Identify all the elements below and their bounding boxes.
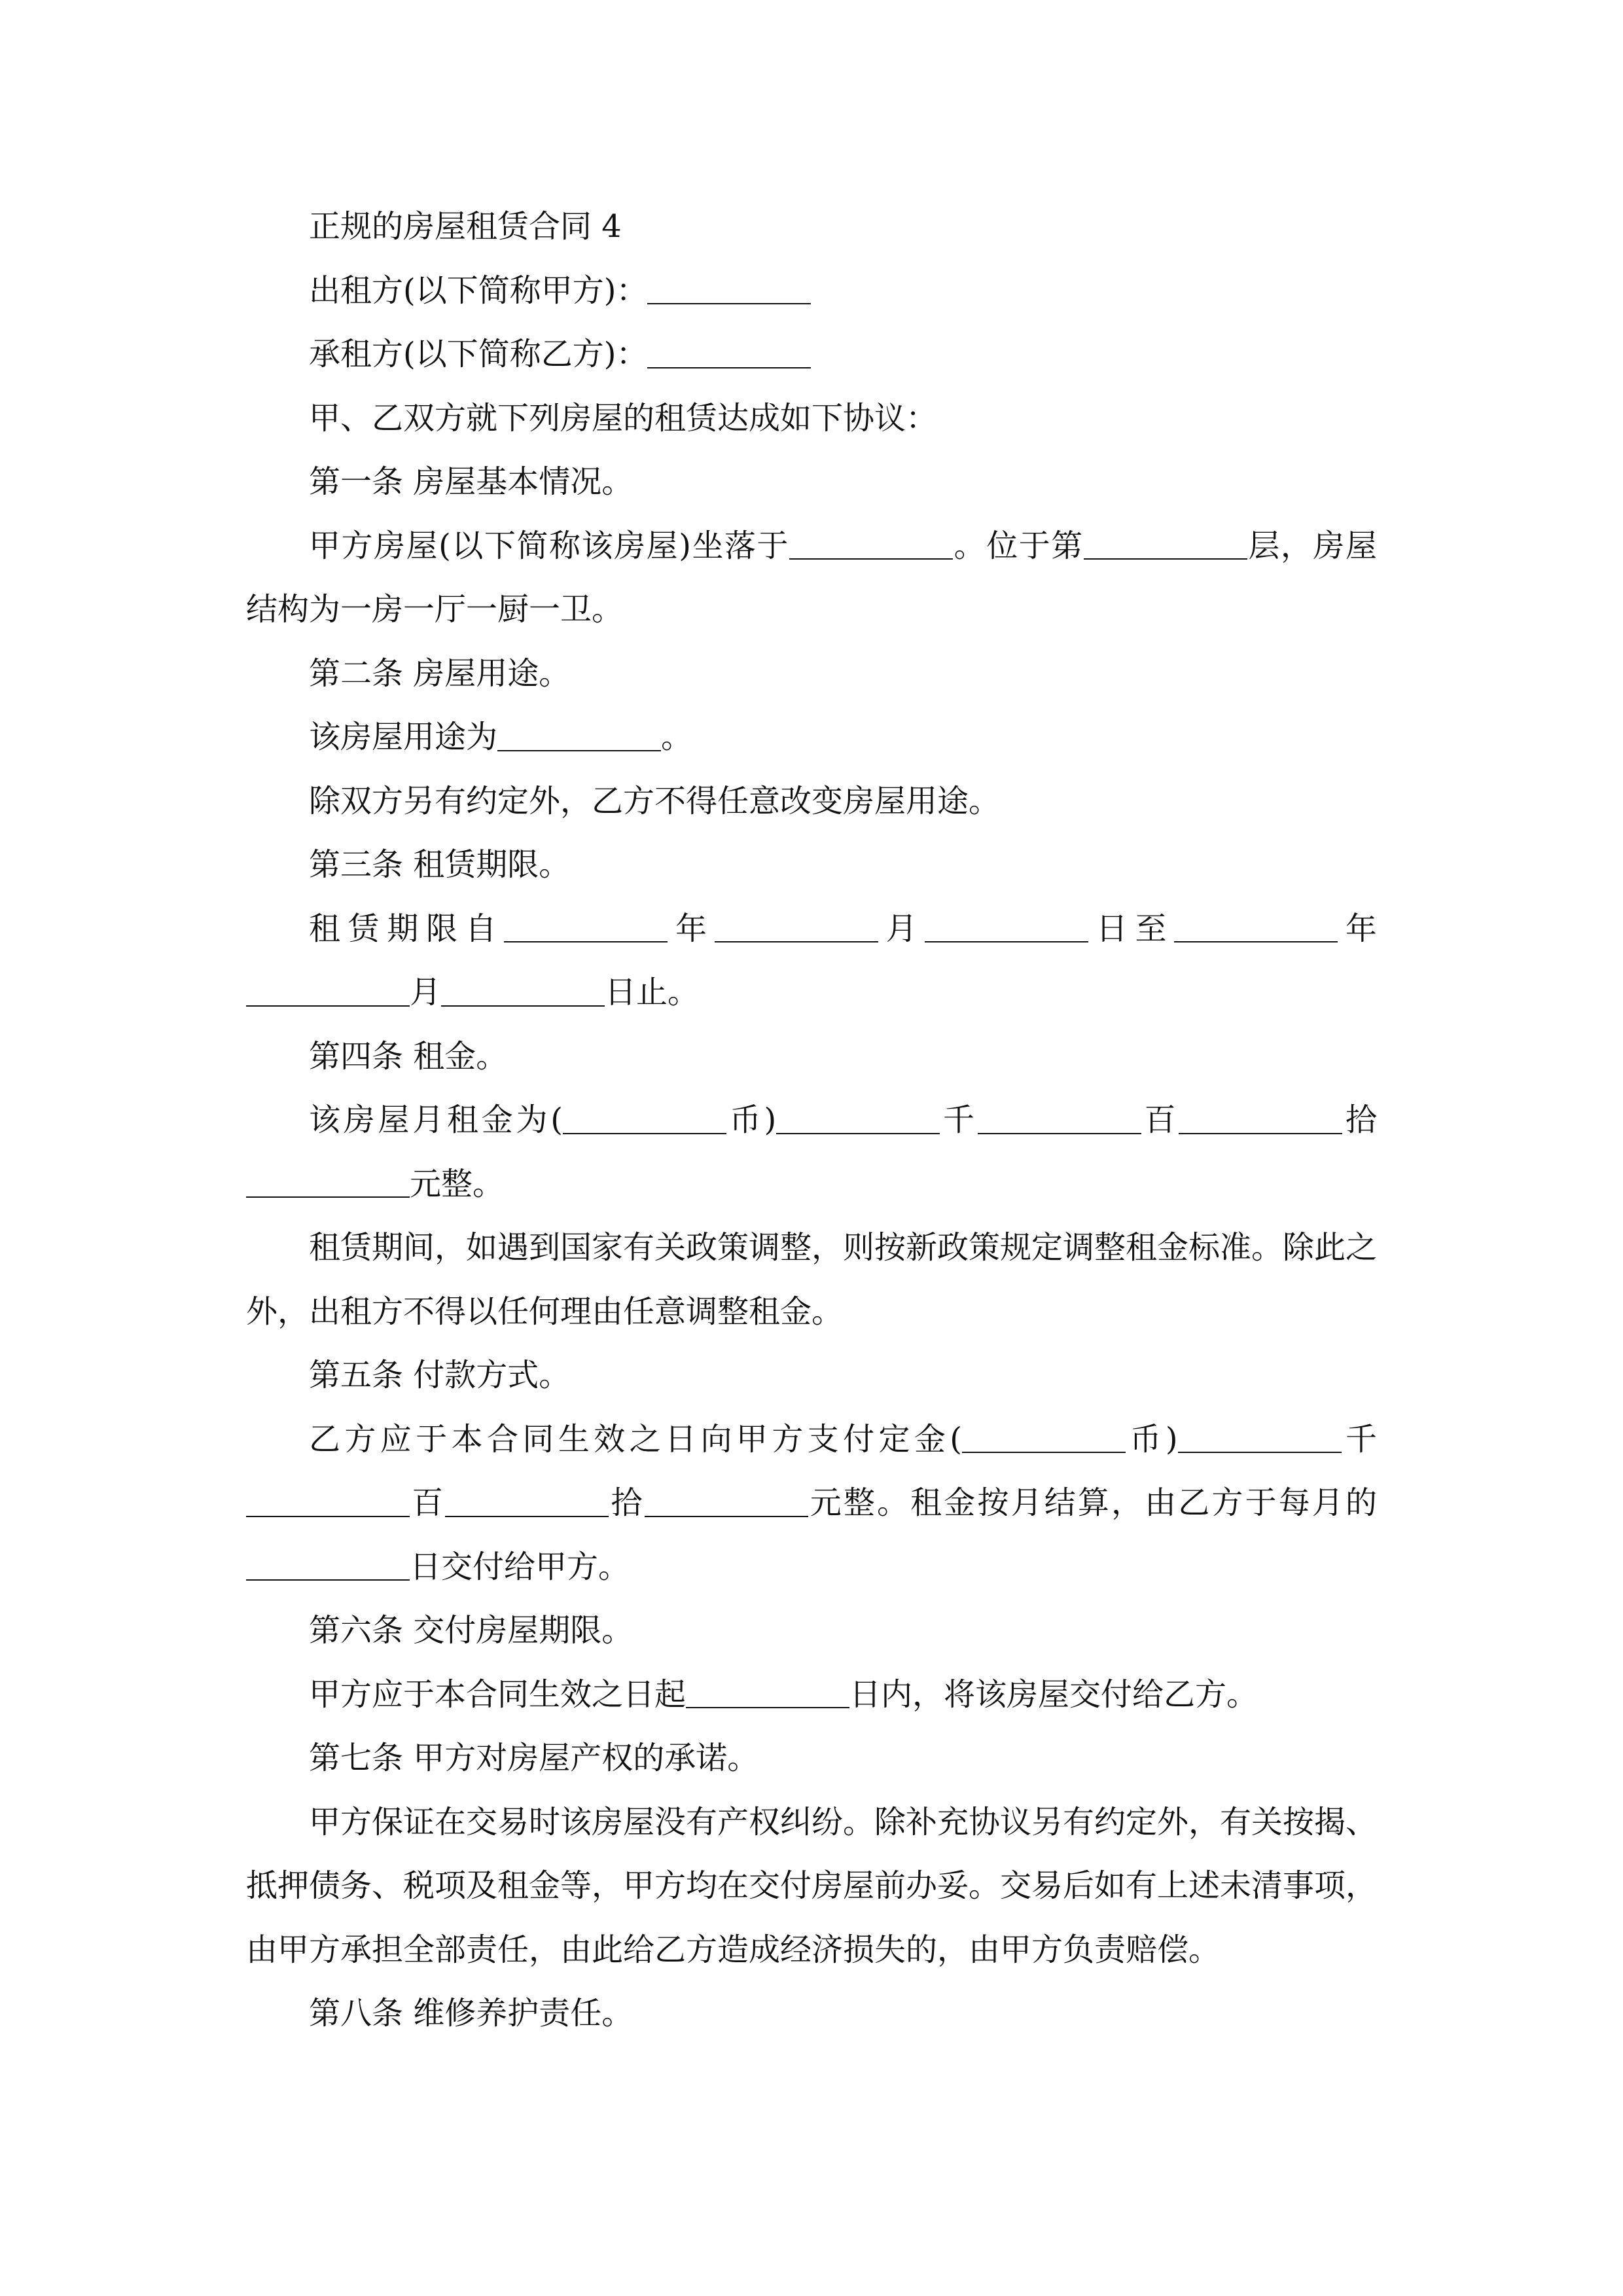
blank-fill-line: [441, 974, 605, 1007]
paragraph-text: 乙方应于本合同生效之日向甲方支付定金(: [309, 1420, 963, 1458]
blank-fill-line: [1174, 910, 1338, 942]
paragraph-text: 第一条 房屋基本情况。: [309, 463, 633, 500]
contract-paragraph: [246, 1088, 1377, 1216]
blank-fill-line: [789, 527, 953, 560]
paragraph-text: 元整。租金按月结算，由乙方于每月的: [808, 1484, 1377, 1521]
paragraph-text: 。位于第: [953, 527, 1084, 564]
blank-fill-line: [1084, 527, 1247, 560]
paragraph-text: 甲方房屋(以下简称该房屋)坐落于: [309, 527, 790, 564]
paragraph-text: 。: [661, 719, 693, 755]
paragraph-text: 日止。: [605, 974, 700, 1011]
blank-fill-line: [246, 974, 410, 1007]
blank-fill-line: [563, 1102, 726, 1134]
paragraph-text: 第五条 付款方式。: [309, 1357, 571, 1393]
paragraph-text: 第四条 租金。: [309, 1037, 508, 1075]
paragraph-text: 千: [940, 1102, 978, 1138]
contract-paragraph: [246, 259, 1377, 323]
paragraph-text: 甲、乙双方就下列房屋的租赁达成如下协议：: [309, 399, 938, 437]
contract-paragraph: [246, 1025, 1377, 1089]
paragraph-text: 拾: [1342, 1102, 1377, 1138]
paragraph-text: 日交付给甲方。: [410, 1548, 630, 1585]
paragraph-text: 租赁期间，如遇到国家有关政策调整，则按新政策规定调整租金标准。除此之外，出租方不得以任何理由任意调整租金。: [246, 1229, 1378, 1330]
contract-paragraph: [246, 323, 1377, 387]
paragraph-text: 甲方应于本合同生效之日起: [309, 1676, 687, 1713]
paragraph-text: 除双方另有约定外，乙方不得任意改变房屋用途。: [309, 782, 1001, 819]
contract-paragraph: [246, 1727, 1377, 1791]
contract-paragraph: [246, 387, 1377, 451]
document-title: [246, 195, 1377, 259]
paragraph-text: 承租方(以下简称乙方)：: [309, 336, 648, 372]
paragraph-text: 该房屋月租金为(: [309, 1102, 563, 1138]
blank-fill-line: [1178, 1420, 1342, 1453]
contract-paragraph: [246, 1791, 1377, 1982]
paragraph-text: 正规的房屋租赁合同 4: [309, 208, 622, 245]
paragraph-text: 第二条 房屋用途。: [309, 655, 571, 692]
paragraph-text: 第六条 交付房屋期限。: [309, 1612, 633, 1649]
contract-paragraph: [246, 770, 1377, 834]
blank-fill-line: [246, 1165, 410, 1198]
blank-fill-line: [246, 1548, 410, 1581]
contract-paragraph: [246, 897, 1377, 1025]
paragraph-text: 第三条 租赁期限。: [309, 846, 571, 883]
blank-fill-line: [647, 336, 811, 368]
paragraph-text: 第八条 维修养护责任。: [309, 1995, 633, 2032]
blank-fill-line: [715, 910, 878, 942]
paragraph-text: 层，房屋结构为一房一厅一厨一卫。: [246, 527, 1377, 628]
paragraph-text: 日内，将该房屋交付给乙方。: [849, 1676, 1258, 1713]
contract-paragraph: [246, 1982, 1377, 2046]
paragraph-text: 甲方保证在交易时该房屋没有产权纠纷。除补充协议另有约定外，有关按揭、抵押债务、税项及租金等，甲方均在交付房屋前办妥。交易后如有上述未清事项，由甲方承担全部责任，由此给乙方造成经济损失的，由甲方负责赔偿。: [246, 1803, 1378, 1968]
paragraph-text: 百: [410, 1484, 446, 1521]
paragraph-text: 出租方(以下简称甲方)：: [309, 272, 648, 309]
blank-fill-line: [497, 719, 661, 751]
paragraph-text: 月: [410, 974, 442, 1011]
contract-paragraph: [246, 1599, 1377, 1663]
paragraph-text: 千: [1341, 1420, 1377, 1458]
blank-fill-line: [978, 1102, 1141, 1134]
contract-document: [246, 195, 1377, 2046]
blank-fill-line: [686, 1676, 849, 1708]
paragraph-text: 年: [1338, 910, 1377, 947]
contract-paragraph: [246, 706, 1377, 770]
blank-fill-line: [504, 910, 668, 942]
contract-paragraph: [246, 642, 1377, 706]
paragraph-text: 百: [1141, 1102, 1179, 1138]
paragraph-text: 币): [726, 1102, 777, 1138]
blank-fill-line: [645, 1484, 808, 1517]
blank-fill-line: [962, 1420, 1126, 1453]
paragraph-text: 拾: [609, 1484, 645, 1521]
contract-paragraph: [246, 1663, 1377, 1727]
paragraph-text: 月: [878, 910, 925, 947]
paragraph-text: 币): [1126, 1420, 1178, 1458]
paragraph-text: 日至: [1088, 910, 1175, 947]
blank-fill-line: [776, 1102, 940, 1134]
blank-fill-line: [647, 272, 811, 304]
paragraph-text: 年: [668, 910, 715, 947]
blank-fill-line: [925, 910, 1088, 942]
contract-paragraph: [246, 1216, 1377, 1344]
blank-fill-line: [246, 1484, 410, 1517]
blank-fill-line: [445, 1484, 609, 1517]
contract-paragraph: [246, 450, 1377, 514]
paragraph-text: 租赁期限自: [309, 910, 505, 947]
paragraph-text: 元整。: [410, 1165, 505, 1202]
blank-fill-line: [1179, 1102, 1342, 1134]
contract-paragraph: [246, 833, 1377, 897]
contract-paragraph: [246, 514, 1377, 642]
contract-paragraph: [246, 1408, 1377, 1600]
contract-paragraph: [246, 1344, 1377, 1408]
paragraph-text: 第七条 甲方对房屋产权的承诺。: [309, 1740, 759, 1776]
paragraph-text: 该房屋用途为: [309, 719, 498, 755]
